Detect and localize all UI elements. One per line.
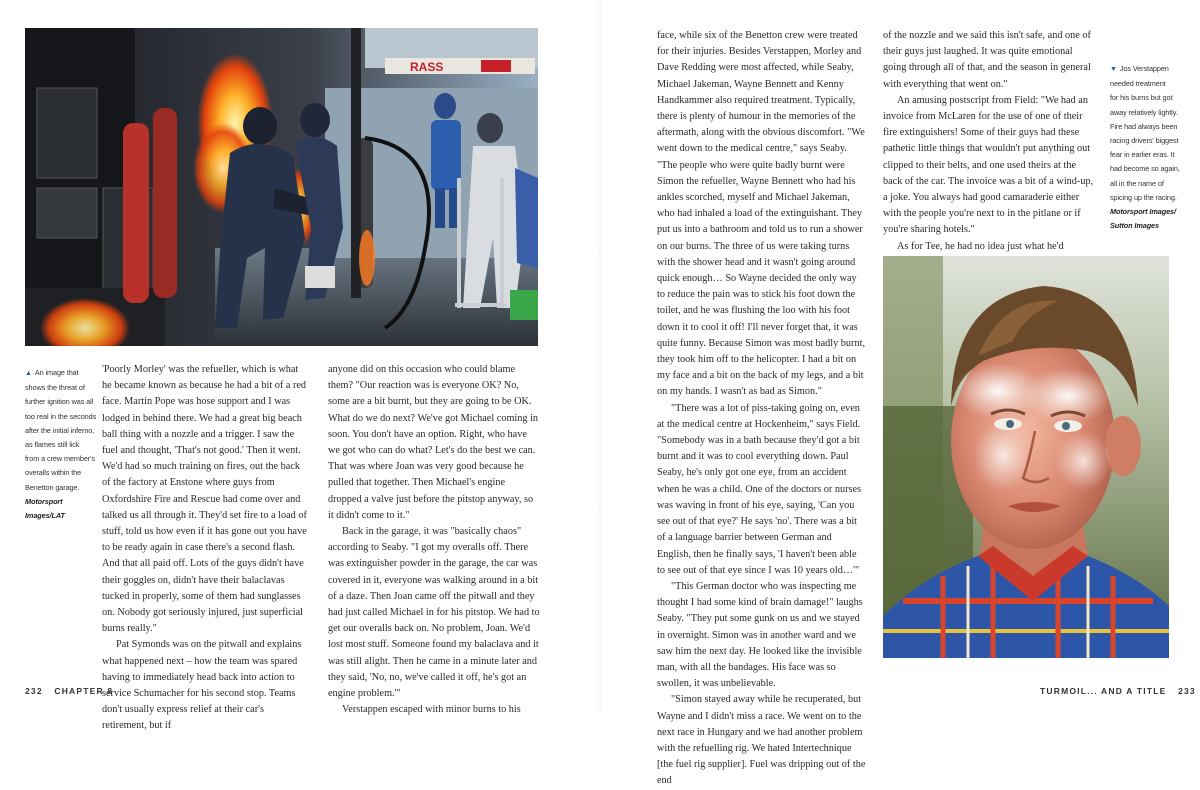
- left-folio: [25, 686, 113, 696]
- caption-line: Benetton garage.: [25, 482, 80, 492]
- page-number: 232: [25, 686, 43, 696]
- caption-line: shows the threat of: [25, 383, 85, 393]
- caption-line: fear in earlier eras. It: [1110, 150, 1175, 160]
- caption-line: overalls within the: [25, 468, 82, 478]
- photo-credit: Motorsport Images/LAT: [25, 496, 65, 521]
- triangle-marker-icon: ▼: [1110, 66, 1117, 73]
- paragraph: An amusing postscript from Field: "We had an invoice from McLaren for the use of one of their fire extinguishers! Some of their guys had these pathetic little things that wouldn't put anything out clipped to their belts, and one used theirs at the back of the car. The invoice was a bit of a wind-up, a joke. You always had good camaraderie either with the people you're next to in the pitlane or if you're sharing hotels.": [883, 94, 1094, 236]
- caption-line: as flames still lick: [25, 440, 80, 450]
- paragraph: "There was a lot of piss-taking going on, even at the medical centre at Hockenheim," says Field. "Somebody was in a bath because they'd got a bit burnt and it was to cool everything down. Paul Seaby, he's only got one eye, from an accident when he was a child. One of the doctors or nurses was waving in front of his eye, saying, 'Can you see out of that eye?' He says 'no'. There was a bit of a language barrier between German and English, then he finally says, 'I haven't been able to see out of that eye since I was 10 years old…'": [657, 402, 862, 576]
- caption-line: Fire had always been: [1110, 121, 1178, 131]
- paragraph: of the nozzle and we said this isn't safe, and one of their guys just laughed. It was quite emotional going through all of that, and the season in general with everything that went on.": [883, 30, 1091, 90]
- photo-credit: Motorsport Images/: [1110, 207, 1176, 217]
- paragraph: Verstappen escaped with minor burns to his: [342, 704, 521, 716]
- caption-line: had become so again,: [1110, 164, 1180, 174]
- caption-line: for his burns but got: [1110, 93, 1173, 103]
- paragraph: face, while six of the Benetton crew were treated for their injuries. Besides Verstappen, Morley and Dave Redding were most affected, while Seaby, Michael Jakeman, Wayne Bennett and Kenny Handkammer also required treatment. Typically, there is plenty of humour in the memories of the aftermath, along with the obvious discomfort. "We went down to the medical centre," says Seaby. "The people who were quite badly burnt were Simon the refueller, Wayne Bennett who had his ankles scorched, myself and Michael Jakeman, who had inhaled a load of the extinguishant. They put us into a bathroom and told us to run a shower on our burns. The three of us were taking turns with the shower head and it wasn't going around quick enough… So Wayne decided the only way to reduce the pain was to stick his foot down the toilet, and he was flushing the loo with his foot down it to cool it off! I'll never forget that, it was quite funny. Because Simon was most badly burnt, they took him off to the helicopter. I had a bit on my face and a bit on the back of my legs, and a bit on my hands. I wasn't as bad as Simon.": [657, 30, 866, 398]
- photo-credit: Sutton Images: [1110, 221, 1159, 231]
- verstappen-photo: [883, 256, 1169, 658]
- caption-line: too real in the seconds: [25, 411, 97, 421]
- caption-line: from a crew member's: [25, 454, 95, 464]
- body-column-2: [328, 362, 540, 718]
- verstappen-photo-caption: [1110, 62, 1188, 233]
- paragraph: As for Tee, he had no idea just what he'd: [897, 240, 1064, 252]
- page-gutter: [598, 0, 602, 713]
- svg-text:RASS: RASS: [410, 60, 444, 74]
- paragraph: Pat Symonds was on the pitwall and explains what happened next – how the team was spared having to immediately head back into action to service Schumacher for his second stop. Teams don't usually express relief at their car's retirement, but if: [102, 639, 302, 732]
- chapter-label: CHAPTER 8: [54, 686, 114, 696]
- pit-fire-illustration: [25, 28, 538, 346]
- caption-line: further ignition was all: [25, 397, 94, 407]
- paragraph: "This German doctor who was inspecting me thought I had some kind of brain damage!" laughs Seaby. "They put some gunk on us and we stayed in overnight. Simon was in another ward and we saw him the next day. He looked like the invisible man, with all the bandages. His face was so swollen, it was unbelievable.: [657, 580, 863, 690]
- fire-photo-caption: [25, 366, 97, 523]
- caption-line: all in the name of: [1110, 178, 1164, 188]
- paragraph: anyone did on this occasion who could blame them? "Our reaction was is everyone OK? No, some are a bit burnt, but they are going to be OK. What do we do next? We've got Michael coming in soon. You don't have an option. Right, who have we got who can do what? Let's do the best we can. That was where Joan was very good because he pulled that together. Then Michael's engine dropped a valve just before the pitstop anyway, so it didn't come to it.": [328, 364, 539, 521]
- paragraph: Back in the garage, it was "basically chaos" according to Seaby. "I got my overalls off. There was extinguisher powder in the garage, the car was covered in it, everyone was walking around in a bit of a daze. Then Joan came off the pitwall and they had just called Michael in for his pitstop. We had to get our overalls back on. No problem, Joan. We'd lost most stuff. Someone found my balaclava and it was still alight. Then he came in a minute later and they said, 'No, no, we've called it off, he's got an engine problem.'": [328, 526, 540, 700]
- page-number: 233: [1178, 686, 1196, 696]
- pit-fire-photo: [25, 28, 538, 346]
- caption-line: spicing up the racing.: [1110, 192, 1177, 202]
- caption-line: Jos Verstappen: [1119, 64, 1169, 73]
- caption-line: needed treatment: [1110, 79, 1166, 89]
- body-column-3: [657, 28, 867, 790]
- paragraph: "Simon stayed away while he recuperated, but Wayne and I didn't miss a race. We went on to the next race in Hungary and we had another problem with the refuelling rig. We hated Intertechnique [the fuel rig supplier]. Fuel was dripping out of the end: [657, 694, 866, 787]
- body-column-1: [102, 362, 309, 735]
- right-folio: [1040, 686, 1196, 696]
- triangle-marker-icon: ▲: [25, 370, 32, 377]
- caption-line: away relatively lightly.: [1110, 107, 1178, 117]
- chapter-title-label: TURMOIL... AND A TITLE: [1040, 686, 1167, 696]
- caption-line: racing drivers' biggest: [1110, 136, 1179, 146]
- caption-line: after the initial inferno,: [25, 425, 95, 435]
- verstappen-illustration: [883, 256, 1169, 658]
- caption-line: An image that: [34, 368, 79, 377]
- paragraph: 'Poorly Morley' was the refueller, which is what he became known as because he had a bit of a red face. Martin Pope was hose support and I was lodged in behind there. We had a great big beach ball thing with a nozzle and a trigger. I saw the fuel and thought, 'That's not good.' Then it went. We'd had so much training on fires, out the back of the factory at Enstone where guys from Oxfordshire Fire and Rescue had come over and talked us all through it. They'd set fire to a load of stuff, told us how even if it has gone out you have to be ready again in case there's a second flash. And that all paid off. Lots of the guys didn't have their goggles on, didn't have their balaclavas tucked in properly, some of them had sunglasses on. Nobody got seriously injured, just superficial burns really.": [102, 364, 307, 635]
